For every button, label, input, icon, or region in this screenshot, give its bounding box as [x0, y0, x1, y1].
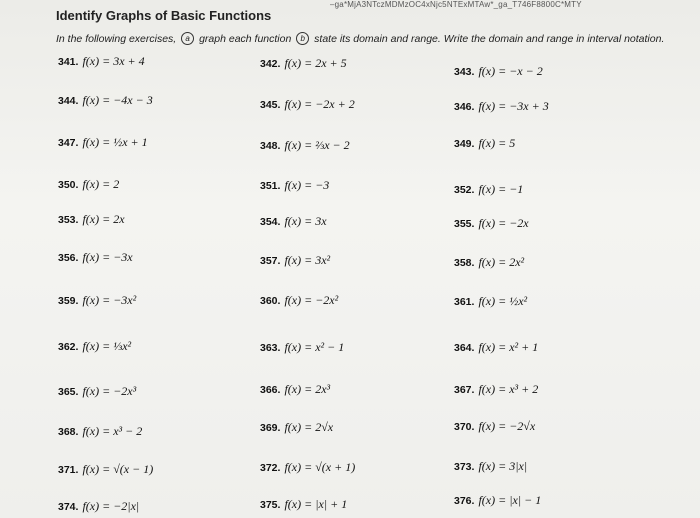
exercise-number: 356. — [58, 252, 79, 264]
exercise-number: 342. — [260, 58, 281, 70]
marker-a: a — [181, 32, 194, 45]
exercise-359 — [58, 293, 136, 308]
exercise-369 — [260, 420, 333, 435]
exercise-function: f(x) = −2x³ — [82, 384, 137, 398]
exercise-number: 353. — [58, 214, 79, 226]
exercise-function: f(x) = −3x + 3 — [478, 99, 549, 113]
exercise-function: f(x) = 2x² — [478, 255, 525, 269]
exercise-349 — [454, 136, 515, 151]
exercise-343 — [454, 64, 543, 79]
exercise-function: f(x) = −2x² — [284, 293, 339, 307]
exercise-function: f(x) = ½x + 1 — [82, 135, 148, 149]
exercise-342 — [260, 56, 347, 71]
exercise-function: f(x) = x² − 1 — [284, 340, 345, 354]
exercise-number: 346. — [454, 101, 475, 113]
exercise-function: f(x) = 2√x — [284, 420, 334, 434]
exercise-function: f(x) = √(x − 1) — [82, 462, 154, 476]
exercise-number: 359. — [58, 295, 79, 307]
exercise-number: 357. — [260, 255, 281, 267]
instructions — [56, 32, 696, 45]
exercise-357 — [260, 253, 330, 268]
exercise-345 — [260, 97, 355, 112]
section-heading: Identify Graphs of Basic Functions — [56, 8, 272, 23]
exercise-function: f(x) = x³ − 2 — [82, 424, 143, 438]
instructions-lead: In the following exercises, — [56, 33, 177, 45]
exercise-number: 344. — [58, 95, 79, 107]
exercise-346 — [454, 99, 549, 114]
exercise-373 — [454, 459, 527, 474]
exercise-number: 349. — [454, 138, 475, 150]
exercise-347 — [58, 135, 148, 150]
exercise-function: f(x) = 3x + 4 — [82, 54, 145, 68]
exercise-function: f(x) = 5 — [478, 136, 516, 150]
exercise-367 — [454, 382, 538, 397]
exercise-366 — [260, 382, 330, 397]
exercise-362 — [58, 339, 131, 354]
exercise-number: 354. — [260, 216, 281, 228]
exercise-number: 373. — [454, 461, 475, 473]
exercise-number: 368. — [58, 426, 79, 438]
exercise-number: 343. — [454, 66, 475, 78]
exercise-number: 355. — [454, 218, 475, 230]
instructions-part-a: graph each function — [199, 33, 292, 45]
exercise-function: f(x) = |x| + 1 — [284, 497, 348, 511]
exercise-function: f(x) = ½x² — [478, 294, 528, 308]
exercise-number: 350. — [58, 179, 79, 191]
exercise-372 — [260, 460, 355, 475]
exercise-352 — [454, 182, 523, 197]
exercise-function: f(x) = −2x — [478, 216, 529, 230]
exercise-370 — [454, 419, 535, 434]
exercise-number: 348. — [260, 140, 281, 152]
exercise-348 — [260, 138, 350, 153]
exercise-number: 358. — [454, 257, 475, 269]
exercise-function: f(x) = 3x² — [284, 253, 331, 267]
exercise-365 — [58, 384, 136, 399]
exercise-360 — [260, 293, 338, 308]
exercise-number: 375. — [260, 499, 281, 511]
exercise-function: f(x) = −4x − 3 — [82, 93, 153, 107]
exercise-number: 341. — [58, 56, 79, 68]
exercise-number: 361. — [454, 296, 475, 308]
exercise-function: f(x) = −2√x — [478, 419, 536, 433]
exercise-function: f(x) = 3x — [284, 214, 327, 228]
exercise-356 — [58, 250, 133, 265]
exercise-number: 369. — [260, 422, 281, 434]
exercise-number: 347. — [58, 137, 79, 149]
exercise-number: 364. — [454, 342, 475, 354]
exercise-function: f(x) = ⅓x² — [82, 339, 132, 353]
exercise-function: f(x) = |x| − 1 — [478, 493, 542, 507]
exercise-363 — [260, 340, 344, 355]
exercise-number: 374. — [58, 501, 79, 513]
exercise-number: 370. — [454, 421, 475, 433]
exercise-375 — [260, 497, 347, 512]
exercise-number: 371. — [58, 464, 79, 476]
exercise-function: f(x) = 2 — [82, 177, 120, 191]
exercise-371 — [58, 462, 153, 477]
exercise-368 — [58, 424, 142, 439]
exercise-number: 351. — [260, 180, 281, 192]
exercise-number: 345. — [260, 99, 281, 111]
exercise-function: f(x) = √(x + 1) — [284, 460, 356, 474]
exercise-358 — [454, 255, 524, 270]
exercise-374 — [58, 499, 139, 514]
exercise-function: f(x) = −2|x| — [82, 499, 140, 513]
exercise-361 — [454, 294, 527, 309]
exercise-function: f(x) = x³ + 2 — [478, 382, 539, 396]
exercise-number: 365. — [58, 386, 79, 398]
marker-b: b — [296, 32, 309, 45]
exercise-function: f(x) = −3x² — [82, 293, 137, 307]
exercise-353 — [58, 212, 125, 227]
instructions-part-b: state its domain and range. Write the domain and range in interval notation. — [314, 33, 665, 45]
exercise-function: f(x) = −3x — [82, 250, 133, 264]
exercise-354 — [260, 214, 327, 229]
url-fragment: –ga*MjA3NTczMDMzOC4xNjc5NTExMTAw*_ga_T746F8800C*MTY — [330, 0, 582, 9]
exercise-number: 363. — [260, 342, 281, 354]
exercise-function: f(x) = −2x + 2 — [284, 97, 355, 111]
exercise-function: f(x) = 2x³ — [284, 382, 331, 396]
exercise-number: 376. — [454, 495, 475, 507]
exercise-350 — [58, 177, 119, 192]
exercise-number: 367. — [454, 384, 475, 396]
exercise-function: f(x) = 2x — [82, 212, 125, 226]
exercise-function: f(x) = −3 — [284, 178, 330, 192]
exercise-function: f(x) = 3|x| — [478, 459, 528, 473]
exercise-number: 372. — [260, 462, 281, 474]
exercise-number: 360. — [260, 295, 281, 307]
exercise-351 — [260, 178, 329, 193]
exercise-function: f(x) = ⅔x − 2 — [284, 138, 350, 152]
exercise-function: f(x) = −1 — [478, 182, 524, 196]
exercise-355 — [454, 216, 529, 231]
exercise-function: f(x) = 2x + 5 — [284, 56, 347, 70]
exercise-364 — [454, 340, 538, 355]
exercise-341 — [58, 54, 145, 69]
exercise-number: 366. — [260, 384, 281, 396]
exercise-function: f(x) = −x − 2 — [478, 64, 543, 78]
exercise-function: f(x) = x² + 1 — [478, 340, 539, 354]
exercise-number: 352. — [454, 184, 475, 196]
exercise-344 — [58, 93, 153, 108]
exercise-number: 362. — [58, 341, 79, 353]
exercise-376 — [454, 493, 541, 508]
